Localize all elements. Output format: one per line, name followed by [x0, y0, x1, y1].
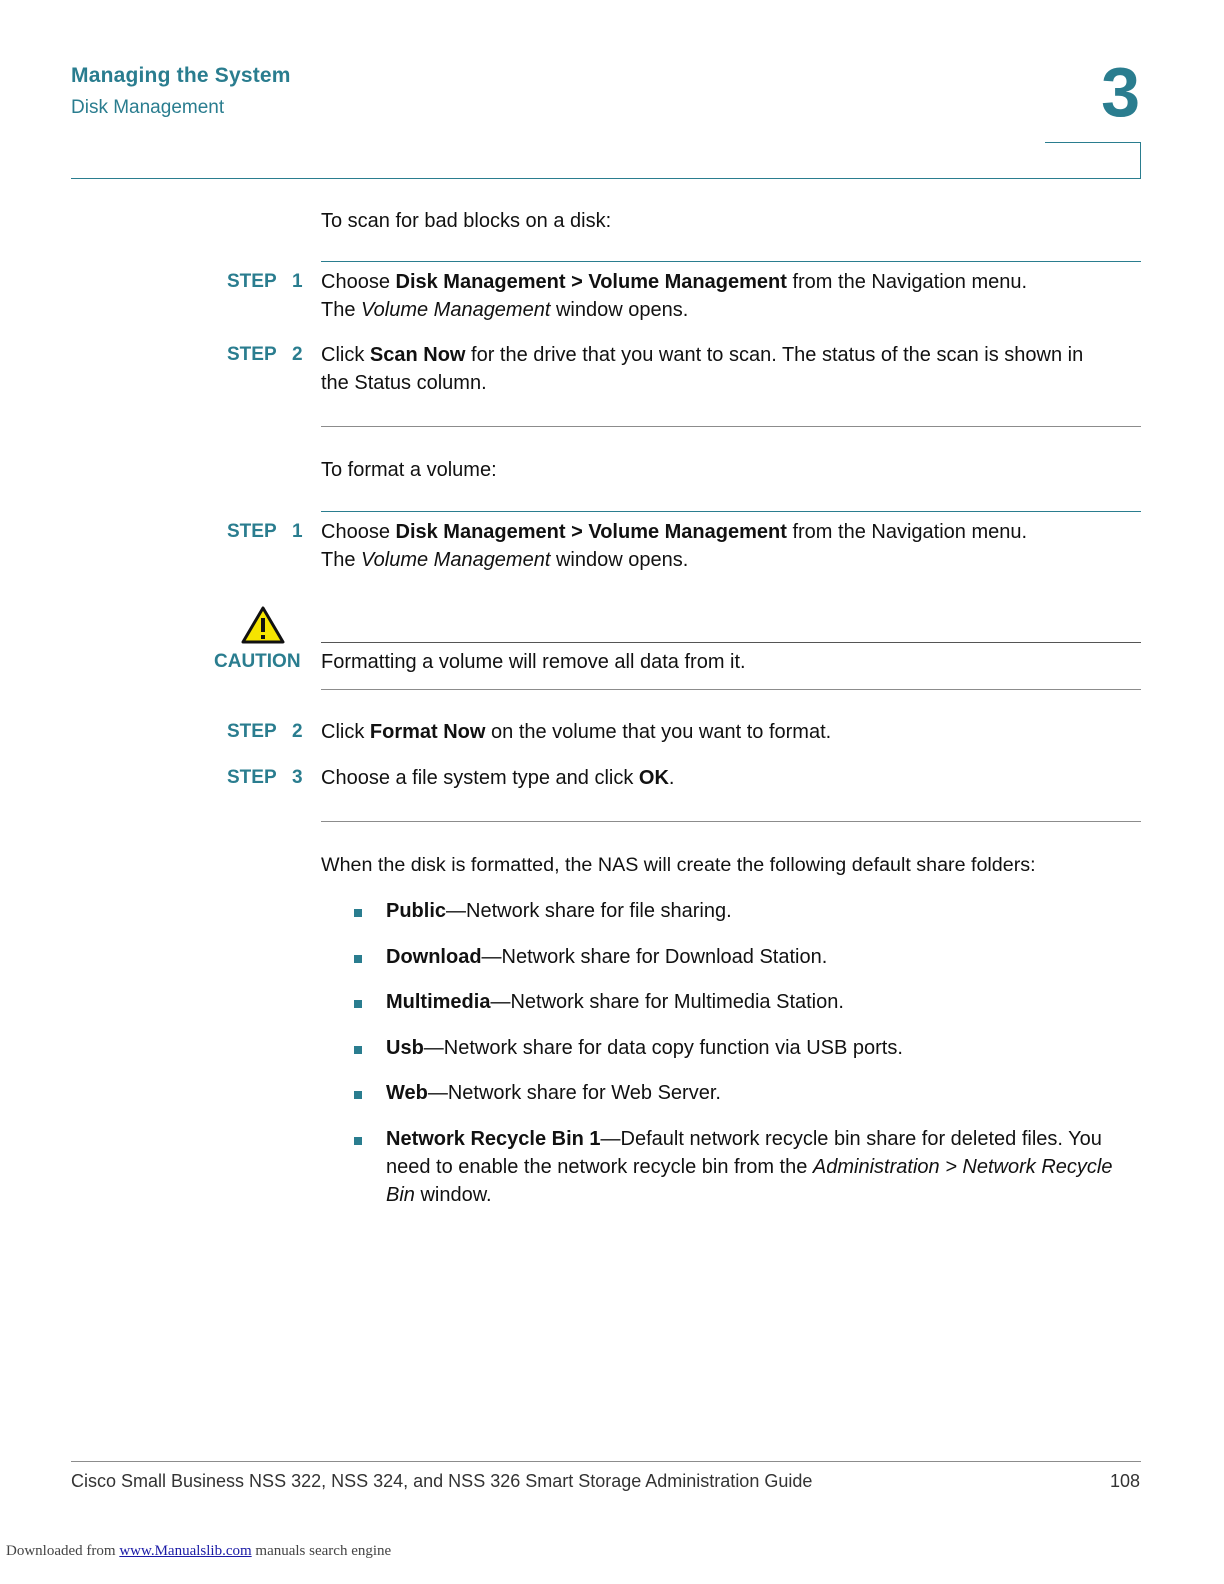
shares-intro: When the disk is formatted, the NAS will create the following default share folders:: [321, 854, 1036, 876]
share-desc-tail: window.: [414, 1184, 492, 1206]
chapter-title: Managing the System: [71, 64, 291, 87]
format-step-2-text: [321, 718, 1141, 746]
step-word: STEP: [227, 521, 277, 542]
text: Choose a file system type and click: [321, 767, 639, 789]
text: Click: [321, 721, 370, 743]
list-item: [386, 897, 1146, 925]
bullet-icon: [354, 955, 362, 963]
step-number: 2: [292, 344, 303, 365]
share-desc: —Network share for Download Station.: [481, 946, 828, 968]
scan-step-2-text: [321, 341, 1101, 397]
button-name: OK: [638, 767, 669, 789]
step-word: STEP: [227, 767, 277, 788]
bullet-icon: [354, 1046, 362, 1054]
share-desc: —Network share for file sharing.: [446, 900, 732, 922]
share-name: Multimedia: [386, 991, 491, 1013]
step-word: STEP: [227, 344, 277, 365]
format-step-3-label: [227, 764, 307, 792]
download-notice: [6, 1541, 391, 1561]
caution-top-rule: [321, 642, 1141, 643]
step-number: 1: [292, 521, 303, 542]
text: window opens.: [550, 299, 689, 321]
text: from the Navigation menu.: [786, 271, 1028, 293]
format-steps-bottom-rule: [321, 821, 1141, 822]
text: on the volume that you want to format.: [485, 721, 832, 743]
format-steps-top-rule: [321, 511, 1141, 512]
text: .: [668, 767, 675, 789]
share-name: Web: [386, 1082, 428, 1104]
share-name: Usb: [386, 1037, 424, 1059]
format-step-3-text: [321, 764, 1141, 792]
scan-intro: To scan for bad blocks on a disk:: [321, 210, 612, 232]
step-number: 2: [292, 721, 303, 742]
footer-rule: [71, 1461, 1141, 1462]
text: Choose: [321, 521, 396, 543]
text: for the drive that you want to scan. The status of the scan is shown in the Status column.: [321, 344, 1084, 394]
text: from the Navigation menu.: [786, 521, 1028, 543]
text: The: [321, 299, 362, 321]
caution-text: Formatting a volume will remove all data from it.: [321, 651, 746, 673]
menu-path: Administration > Network Recycle Bin: [386, 1156, 1113, 1206]
scan-steps-bottom-rule: [321, 426, 1141, 427]
chapter-number: 3: [1101, 53, 1140, 131]
button-name: Scan Now: [369, 344, 466, 366]
format-step-1-text: [321, 518, 1141, 574]
text: Choose: [321, 271, 396, 293]
list-item: [386, 988, 1146, 1016]
share-desc: —Network share for data copy function via USB ports.: [423, 1037, 903, 1059]
window-name: Volume Management: [361, 299, 551, 321]
manualslib-link[interactable]: www.Manualslib.com: [119, 1543, 252, 1559]
format-intro: To format a volume:: [321, 459, 497, 481]
chapter-tab-box: [1045, 142, 1141, 179]
format-step-2-label: [227, 718, 307, 746]
scan-steps-top-rule: [321, 261, 1141, 262]
share-name: Download: [386, 946, 482, 968]
step-number: 1: [292, 271, 303, 292]
list-item: [386, 1079, 1146, 1107]
list-item: [386, 1125, 1146, 1209]
bullet-icon: [354, 909, 362, 917]
share-desc: —Default network recycle bin share for deleted files. You need to enable the network recycle bin from the: [386, 1128, 1102, 1178]
step-number: 3: [292, 767, 303, 788]
share-name: Network Recycle Bin 1: [386, 1128, 601, 1150]
step-word: STEP: [227, 721, 277, 742]
step-word: STEP: [227, 271, 277, 292]
section-title: Disk Management: [71, 97, 225, 118]
scan-step-1-text: [321, 268, 1141, 324]
caution-bottom-rule: [321, 689, 1141, 690]
download-prefix: Downloaded from: [6, 1543, 120, 1559]
bullet-icon: [354, 1091, 362, 1099]
bullet-icon: [354, 1000, 362, 1008]
page-number: 108: [1109, 1471, 1140, 1491]
bullet-icon: [354, 1137, 362, 1145]
download-suffix: manuals search engine: [251, 1543, 392, 1559]
share-name: Public: [386, 900, 447, 922]
caution-label: CAUTION: [214, 651, 301, 672]
header-rule: [71, 178, 1141, 179]
menu-path: Disk Management > Volume Management: [395, 271, 787, 293]
text: The: [321, 549, 362, 571]
list-item: [386, 1034, 1146, 1062]
text: window opens.: [550, 549, 689, 571]
caution-warning-icon: [240, 605, 286, 645]
text: Click: [321, 344, 370, 366]
format-step-1-label: [227, 518, 307, 546]
menu-path: Disk Management > Volume Management: [395, 521, 787, 543]
share-desc: —Network share for Web Server.: [427, 1082, 721, 1104]
button-name: Format Now: [369, 721, 486, 743]
list-item: [386, 943, 1146, 971]
window-name: Volume Management: [361, 549, 551, 571]
share-desc: —Network share for Multimedia Station.: [490, 991, 844, 1013]
footer-guide-title: Cisco Small Business NSS 322, NSS 324, and NSS 326 Smart Storage Administration Guide: [71, 1471, 813, 1491]
scan-step-1-label: [227, 268, 307, 296]
scan-step-2-label: [227, 341, 307, 369]
